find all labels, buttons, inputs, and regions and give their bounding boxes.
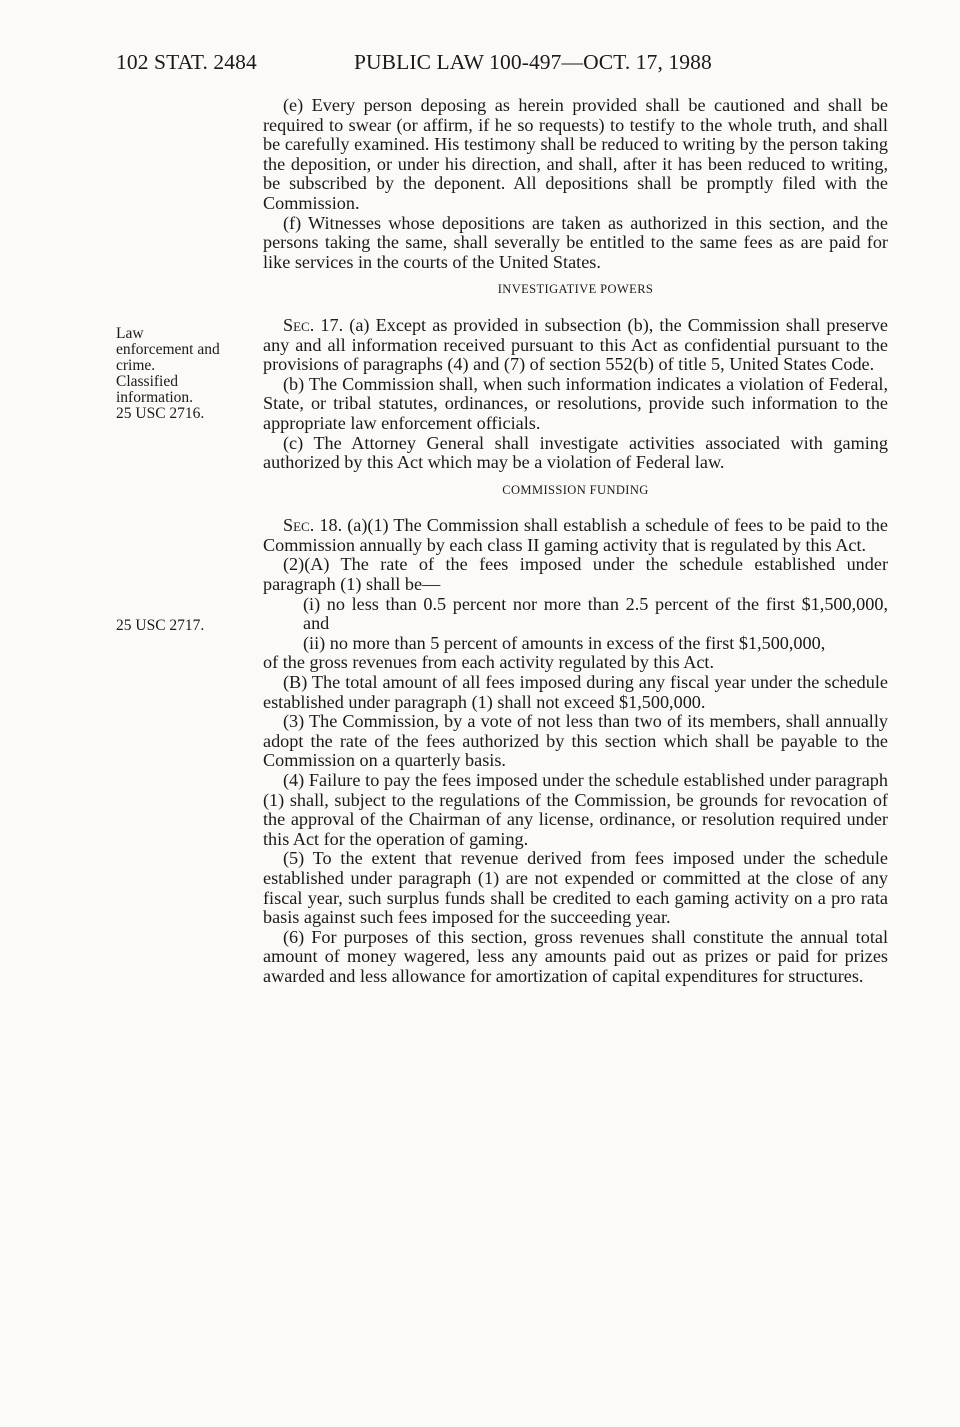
heading-commission-funding: COMMISSION FUNDING — [502, 482, 649, 497]
margin-note-line: Law — [116, 325, 144, 342]
section-18-clause-ii: (ii) no more than 5 percent of amounts in excess of the first $1,500,000, — [303, 632, 826, 653]
section-18-2A: (2)(A) The rate of the fees imposed under the schedule established under paragraph (1) shall be— — [263, 554, 888, 595]
law-title: PUBLIC LAW 100-497—OCT. 17, 1988 — [354, 50, 712, 74]
margin-note-line: Classified — [116, 373, 178, 390]
section-17-a: Sec. 17. (a) Except as provided in subsection (b), the Commission shall preserve any and all information received pursuant to this Act as confidential pursuant to the provisions of paragraphs (4) and (7) of section 552(b) of title 5, United States Code. — [263, 314, 888, 375]
section-18-5: (5) To the extent that revenue derived from fees imposed under the schedule established under paragraph (1) are not expended or committed at the close of any fiscal year, such surplus funds shall be credited to each gaming activity on a pro rata basis against such fees imposed for the succeeding year. — [263, 848, 888, 928]
section-17-b: (b) The Commission shall, when such information indicates a violation of Federal, State, or tribal statutes, ordinances, or resolutions, provide such information to the appropriate law enforcement officials. — [263, 373, 888, 433]
section-label: Sec. — [283, 515, 315, 536]
section-label: Sec. — [283, 314, 315, 335]
section-18-6: (6) For purposes of this section, gross revenues shall constitute the annual total amount of money wagered, less any amounts paid out as prizes or paid for prizes awarded and less allowance for amortization of capital expenditures for structures. — [263, 926, 888, 986]
page-header — [116, 50, 886, 84]
margin-note-line: crime. — [116, 357, 156, 374]
paragraph-f: (f) Witnesses whose depositions are taken as authorized in this section, and the persons taking the same, shall severally be entitled to the same fees as are paid for like services in the courts of the United States. — [263, 212, 888, 272]
document-body — [263, 96, 888, 987]
section-18-4: (4) Failure to pay the fees imposed under the schedule established under paragraph (1) shall, subject to the regulations of the Commission, be grounds for revocation of the approval of the Chairman of any license, ordinance, or resolution required under this Act for the operation of gaming. — [263, 770, 888, 849]
margin-note-line: enforcement and — [116, 341, 220, 358]
margin-note-law-enforcement — [116, 326, 256, 422]
heading-investigative-powers: INVESTIGATIVE POWERS — [497, 282, 654, 297]
margin-note-usc-2717: 25 USC 2717. — [116, 617, 205, 634]
section-18-B: (B) The total amount of all fees imposed during any fiscal year under the schedule established under paragraph (1) shall not exceed $1,500,000. — [263, 672, 888, 712]
section-18-3: (3) The Commission, by a vote of not less than two of its members, shall annually adopt the rate of the fees authorized by this section which shall be payable to the Commission on a quarterly basis. — [263, 711, 888, 771]
section-18-clause-i: (i) no less than 0.5 percent nor more than 2.5 percent of the first $1,500,000, and — [303, 593, 888, 634]
margin-note-line: 25 USC 2716. — [116, 405, 205, 422]
section-17-c: (c) The Attorney General shall investigate activities associated with gaming authorized by this Act which may be a violation of Federal law. — [263, 432, 888, 473]
margin-note-line: information. — [116, 389, 194, 406]
section-18-a1: Sec. 18. (a)(1) The Commission shall establish a schedule of fees to be paid to the Commission annually by each class II gaming activity that is regulated by this Act. — [263, 515, 888, 555]
paragraph-e: (e) Every person deposing as herein provided shall be cautioned and shall be required to swear (or affirm, if he so requests) to testify to the whole truth, and shall be carefully examined. His testimony shall be reduced to writing by the person taking the deposition, or under his direction, and shall, after it has been reduced to writing, be subscribed by the deponent. All depositions shall be promptly filed with the Commission. — [263, 95, 888, 213]
stat-page-number: 102 STAT. 2484 — [116, 50, 257, 74]
section-18-gross-revenues: of the gross revenues from each activity regulated by this Act. — [263, 652, 715, 673]
